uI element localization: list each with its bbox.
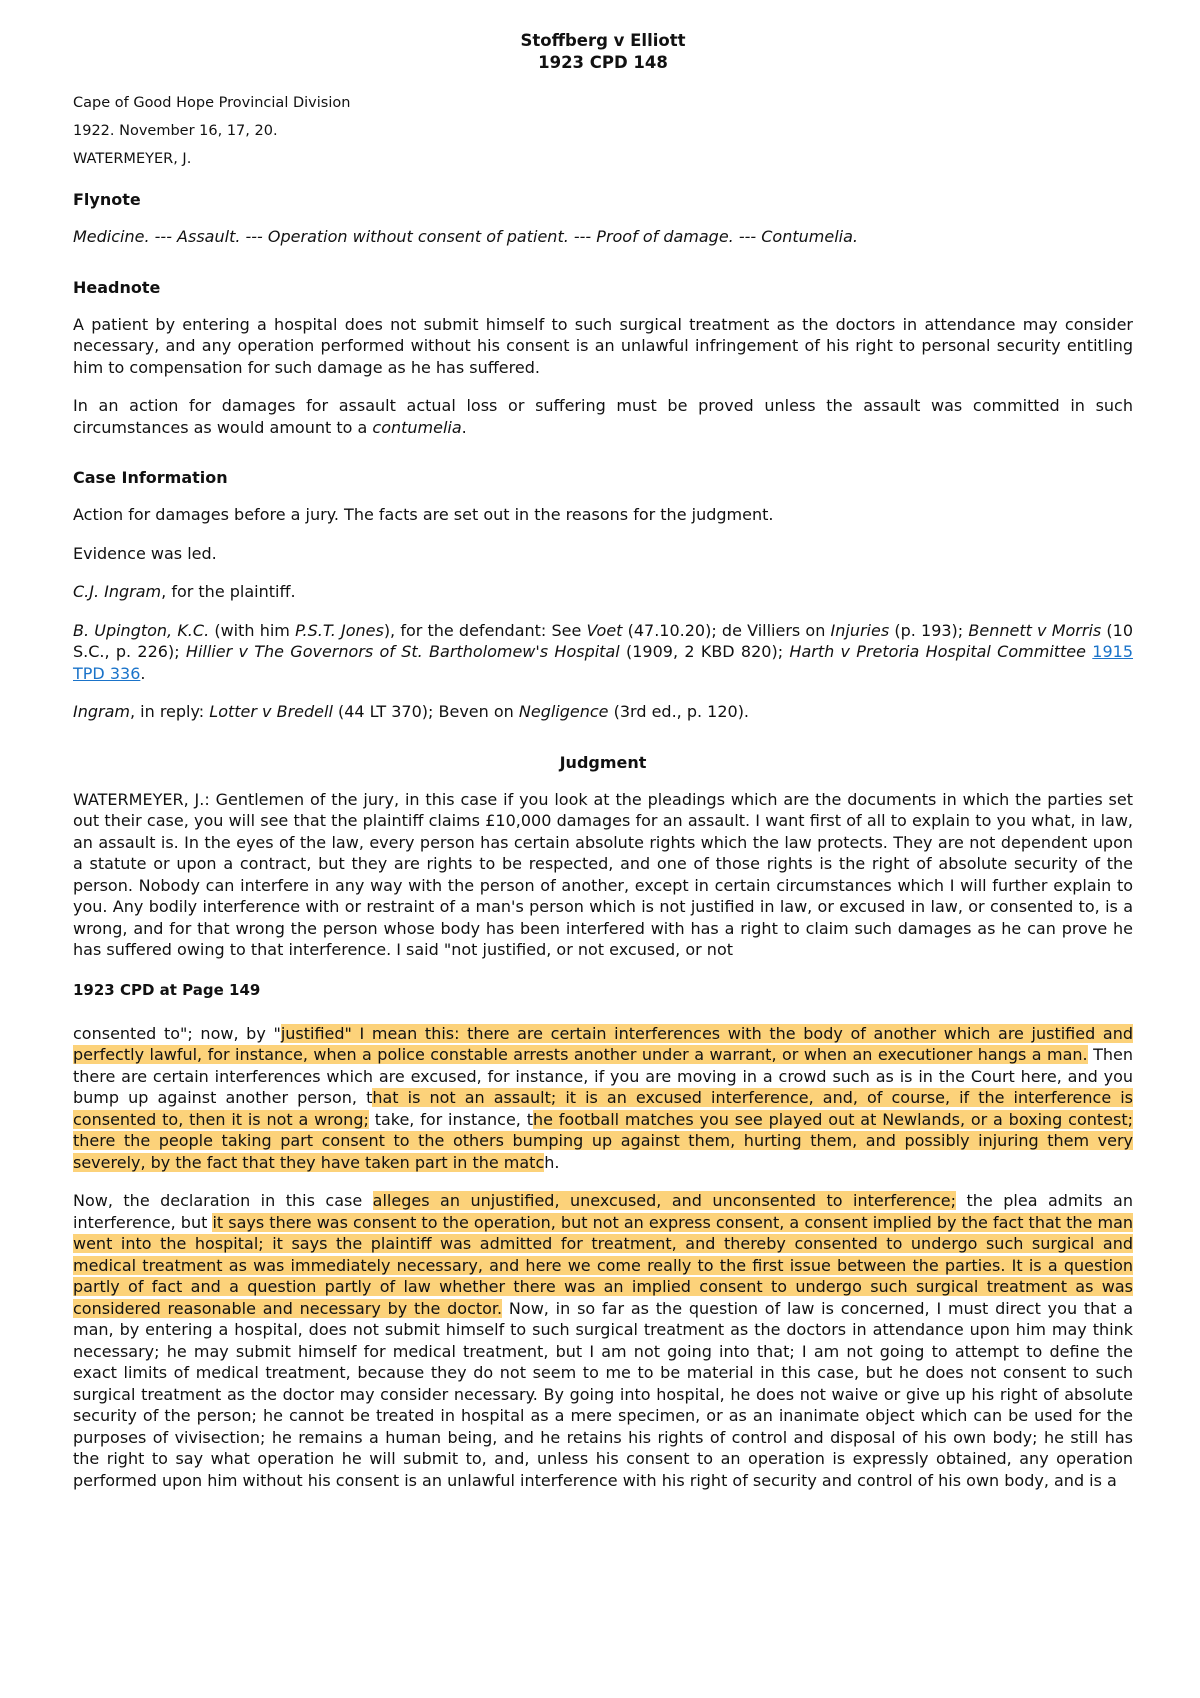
- highlighted-text[interactable]: hat is not an assault; it is an excused interference, and, of course, if the interference is consented to, then it is not a wrong;: [73, 1088, 1134, 1129]
- case-title: Stoffberg v Elliott: [520, 31, 686, 50]
- counsel-plaintiff: C.J. Ingram, for the plaintiff.: [73, 582, 296, 601]
- headnote-paragraph: In an action for damages for assault actual loss or suffering must be proved unless the assault was committed in such circumstances as would amount to a contumelia.: [73, 396, 1133, 437]
- judge-name: WATERMEYER, J.: [73, 151, 192, 167]
- page-marker: 1923 CPD at Page 149: [73, 980, 261, 999]
- case-citation: 1923 CPD 148: [538, 53, 668, 72]
- judgment-heading: Judgment: [559, 752, 647, 772]
- judgment-paragraph: consented to"; now, by "justified" I mean this: there are certain interferences with the body of another which are justified and perfectly lawful, for instance, when a police constable arrests another under a warrant, or when an executioner hangs a man. Then there are certain interferences which are excused, for instance, if you are moving in a crowd such as is in the Court here, and you bump up against another person, that is not an assault; it is an excused interference, and, of course, if the interference is consented to, then it is not a wrong; take, for instance, the football matches you see played out at Newlands, or a boxing contest; there the people taking part consent to the others bumping up against them, hurting them, and possibly injuring them very severely, by the fact that they have taken part in the match.: [73, 1023, 1134, 1172]
- headnote-heading: Headnote: [73, 277, 161, 297]
- highlighted-text[interactable]: he football matches you see played out at Newlands, or a boxing contest; there the people taking part consent to the others bumping up against them, hurting them, and possibly injuring them very severely, by the fact that they have taken part in the matc: [73, 1109, 1133, 1172]
- citation-link[interactable]: 1915 TPD 336: [73, 642, 1134, 683]
- court-name: Cape of Good Hope Provincial Division: [73, 95, 351, 111]
- case-info-paragraph: Action for damages before a jury. The facts are set out in the reasons for the judgment.: [73, 505, 774, 524]
- flynote-heading: Flynote: [73, 190, 141, 209]
- counsel-reply: Ingram, in reply: Lotter v Bredell (44 LT 370); Beven on Negligence (3rd ed., p. 120).: [73, 702, 750, 721]
- judgment-paragraph: Now, the declaration in this case alleges an unjustified, unexcused, and unconsented to interference; the plea admits an interference, but it says there was consent to the operation, but not an express consent, a consent implied by the fact that the man went into the hospital; it says the plaintiff was admitted for treatment, and thereby consented to undergo such surgical and medical treatment as was immediately necessary, and here we come really to the first issue between the parties. It is a question partly of fact and a question partly of law whether there was an implied consent to undergo such surgical treatment as was considered reasonable and necessary by the doctor. Now, in so far as the question of law is concerned, I must direct you that a man, by entering a hospital, does not submit himself to such surgical treatment as the doctors in attendance upon him may think necessary; he may submit himself for medical treatment, but I am not going into that; I am not going to attempt to define the exact limits of medical treatment, because they do not seem to me to be material in this case, but he does not consent to such surgical treatment as the doctor may consider necessary. By going into hospital, he does not waive or give up his right of absolute security of the person; he cannot be treated in hospital as a mere specimen, or as an inanimate object which can be used for the purposes of vivisection; he remains a human being, and he retains his rights of control and disposal of his own body; he still has the right to say what operation he will submit to, and, unless his consent to an operation is expressly obtained, any operation performed upon him without his consent is an unlawful interference with his right of security and control of his own body, and is a: [73, 1191, 1134, 1490]
- highlighted-text[interactable]: justified" I mean this: there are certain interferences with the body of another which are justified and perfectly lawful, for instance, when a police constable arrests another under a warrant, or when an executioner hangs a man.: [73, 1023, 1134, 1064]
- case-info-paragraph: Evidence was led.: [73, 543, 217, 563]
- case-info-heading: Case Information: [73, 468, 228, 487]
- flynote-text: Medicine. --- Assault. --- Operation without consent of patient. --- Proof of damage. --- Contumelia.: [73, 227, 858, 246]
- counsel-defendant: B. Upington, K.C. (with him P.S.T. Jones), for the defendant: See Voet (47.10.20); de Villiers on Injuries (p. 193); Bennett v Morris (10 S.C., p. 226); Hillier v The Governors of St. Bartholomew's Hospital (1909, 2 KBD 820); Harth v Pretoria Hospital Committee 1915 TPD 336.: [73, 620, 1134, 683]
- headnote-paragraph: A patient by entering a hospital does not submit himself to such surgical treatment as the doctors in attendance may consider necessary, and any operation performed without his consent is an unlawful infringement of his right to personal security entitling him to compensation for such damage as he has suffered.: [73, 314, 1133, 377]
- judgment-paragraph: WATERMEYER, J.: Gentlemen of the jury, in this case if you look at the pleadings which are the documents in which the parties set out their case, you will see that the plaintiff claims £10,000 damages for an assault. I want first of all to explain to you what, in law, an assault is. In the eyes of the law, every person has certain absolute rights which the law protects. They are not dependent upon a statute or upon a contract, but they are rights to be respected, and one of those rights is the right of absolute security of the person. Nobody can interfere in any way with the person of another, except in certain circumstances which I will further explain to you. Any bodily interference with or restraint of a man's person which is not justified in law, or excused in law, or consented to, is a wrong, and for that wrong the person whose body has been interfered with has a right to claim such damages as he can prove he has suffered owing to that interference. I said "not justified, or not excused, or not: [73, 789, 1133, 959]
- highlighted-text[interactable]: alleges an unjustified, unexcused, and unconsented to interference;: [372, 1191, 957, 1210]
- hearing-dates: 1922. November 16, 17, 20.: [73, 123, 278, 139]
- document-page: [73, 30, 1133, 1508]
- highlighted-text[interactable]: it says there was consent to the operation, but not an express consent, a consent implied by the fact that the man went into the hospital; it says the plaintiff was admitted for treatment, and thereby consented to undergo such surgical and medical treatment as was immediately necessary, and here we come really to the first issue between the parties. It is a question partly of fact and a question partly of law whether there was an implied consent to undergo such surgical treatment as was considered reasonable and necessary by the doctor.: [73, 1212, 1134, 1318]
